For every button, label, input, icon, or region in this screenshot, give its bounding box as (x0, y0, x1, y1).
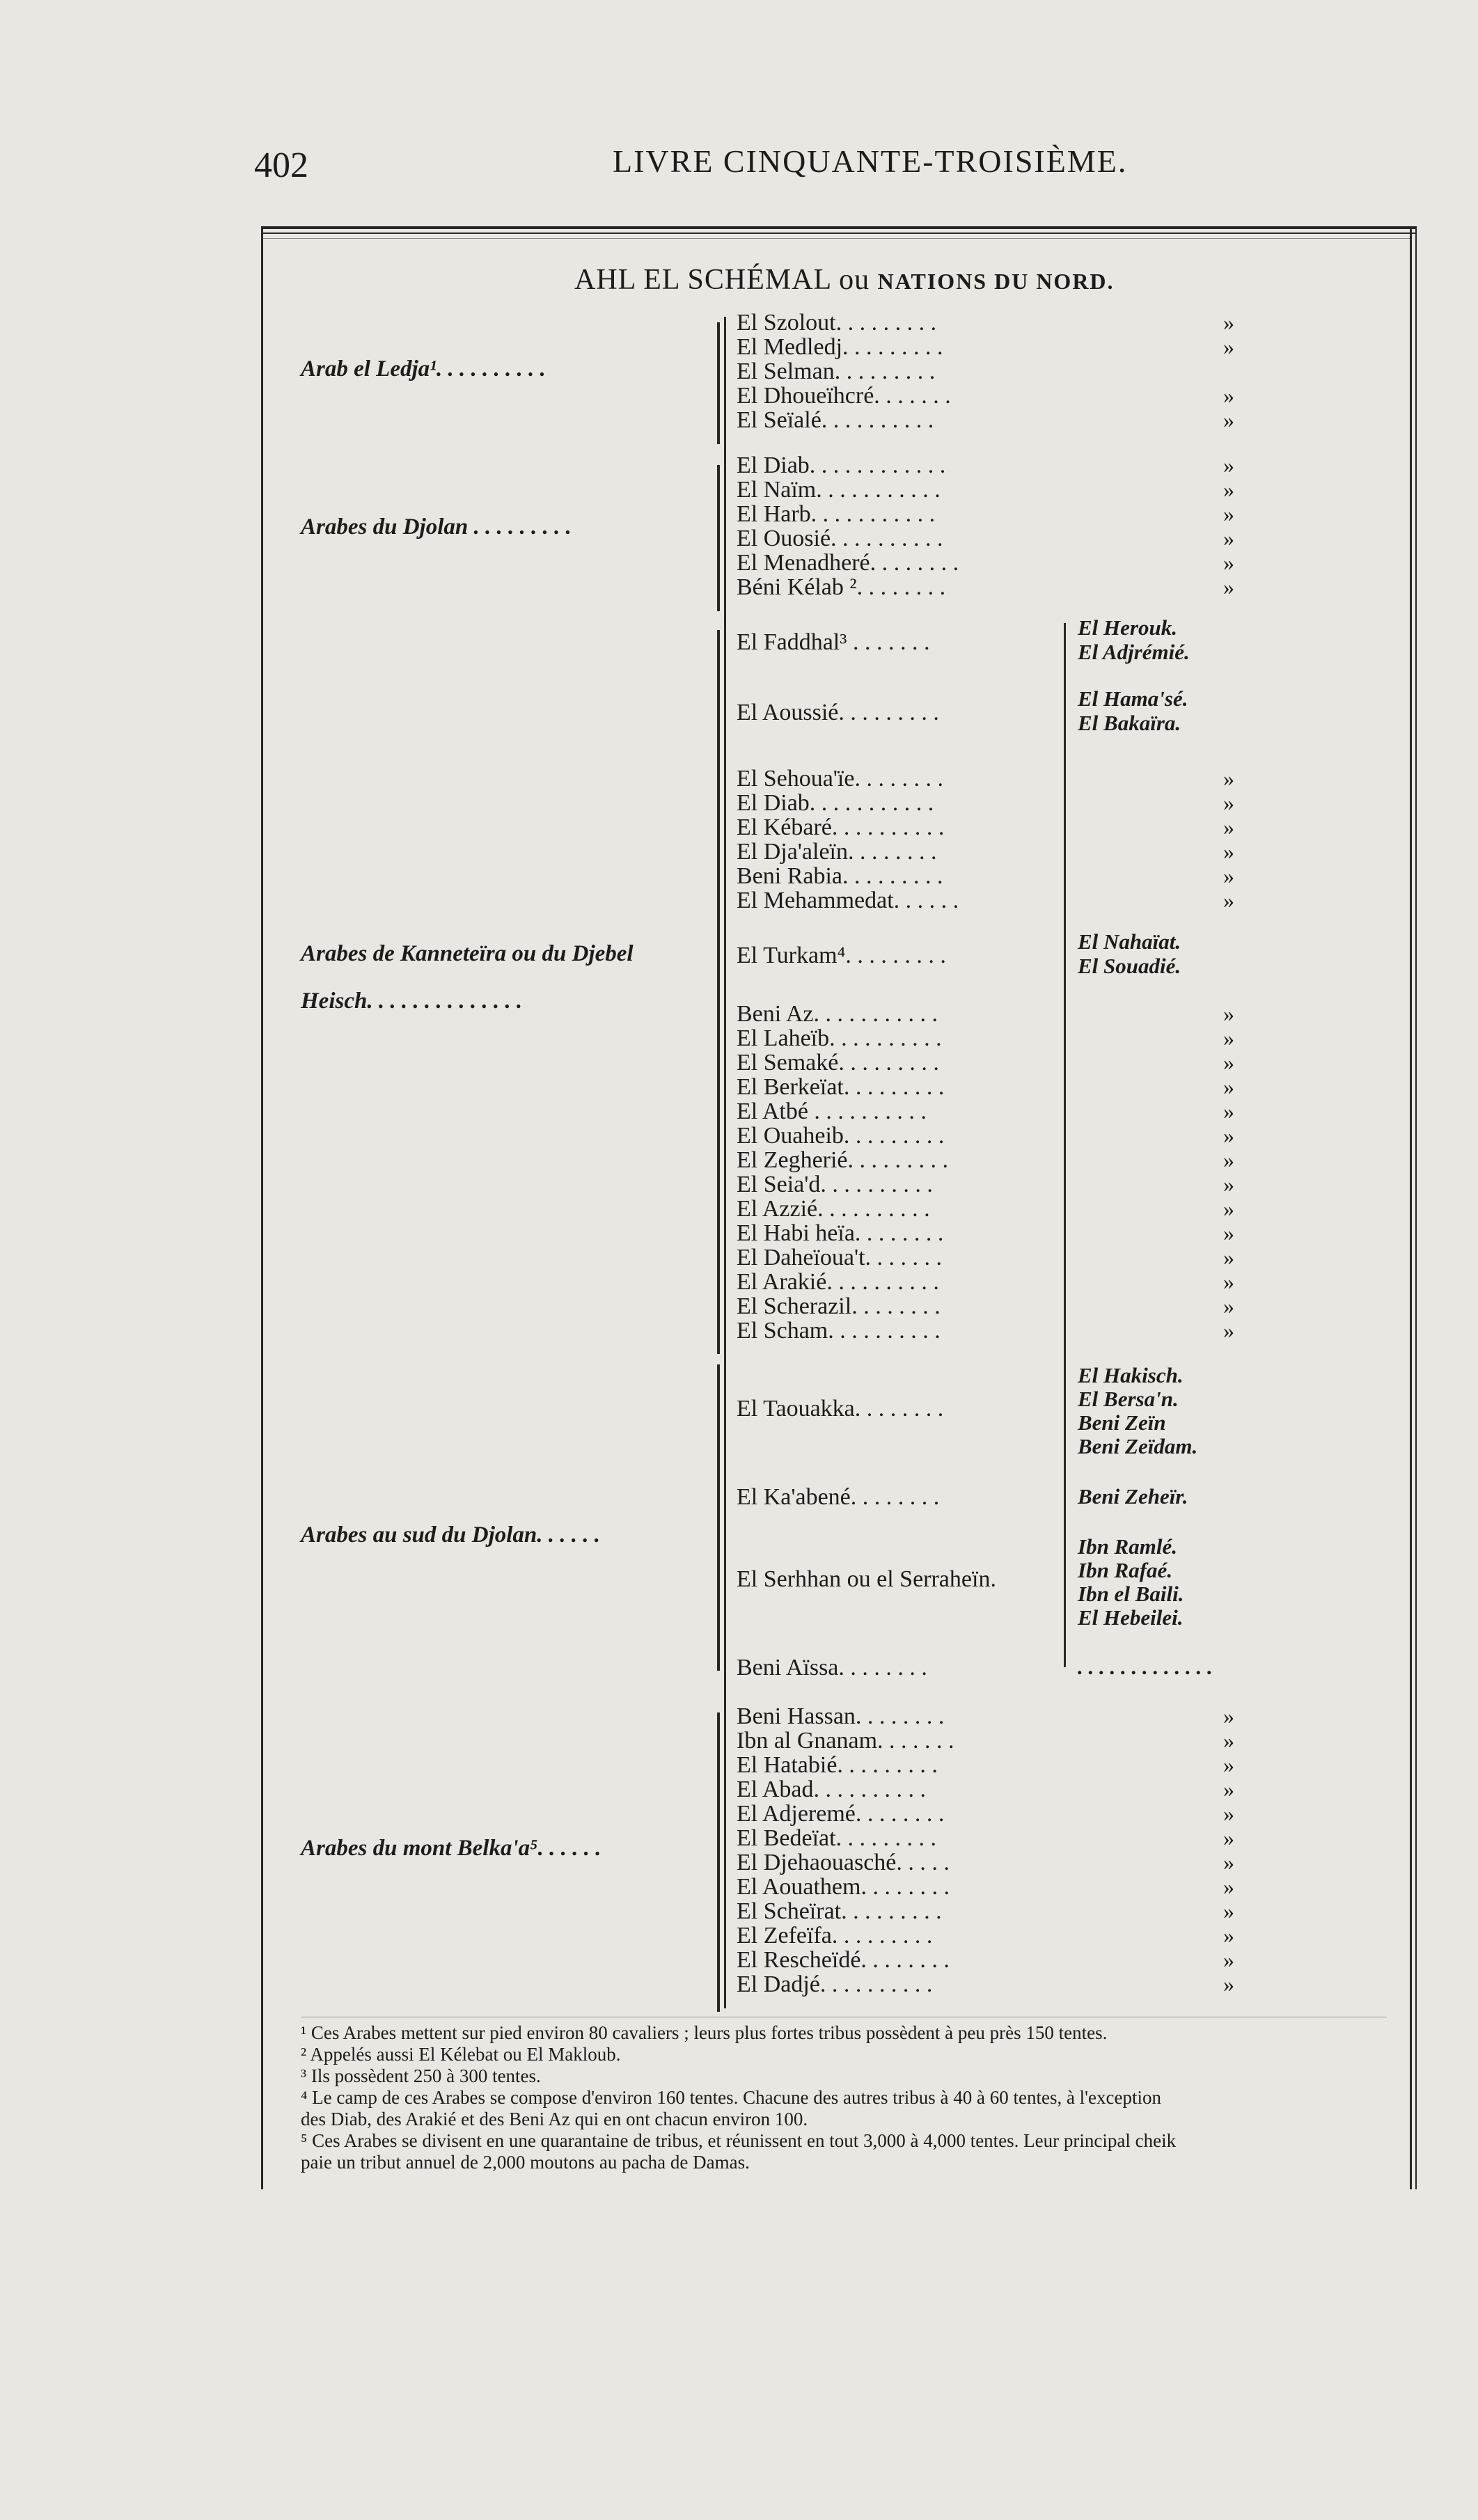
ditto-mark: » (1223, 1196, 1234, 1221)
right-frame-rule-outer (1415, 226, 1417, 2189)
title-rest: NATIONS DU NORD. (877, 269, 1115, 294)
footnote-line: ¹ Ces Arabes mettent sur pied environ 80 cavaliers ; leurs plus fortes tribus possèdent à peu près 150 tentes. (301, 2022, 1108, 2043)
ditto-mark: » (1223, 790, 1234, 815)
ditto-mark: » (1223, 1777, 1234, 1802)
brace-kanneteira (717, 630, 720, 1354)
ditto-mark: » (1223, 1172, 1234, 1197)
tribe-name: El Laheïb. . . . . . . . . . (737, 1025, 942, 1051)
group-name: Arabes de Kanneteïra ou du Djebel (301, 941, 634, 966)
page-number: 402 (254, 145, 308, 185)
subtribe-name: El Nahaïat. (1078, 929, 1181, 954)
tribe-name: El Diab. . . . . . . . . . . (737, 790, 934, 816)
footnote-line: des Diab, des Arakié et des Beni Az qui en ont chacun environ 100. (301, 2109, 808, 2129)
running-title: LIVRE CINQUANTE-TROISIÈME. (613, 143, 1128, 179)
ditto-mark: » (1223, 1025, 1234, 1050)
tribe-name: El Aouathem. . . . . . . . (737, 1874, 950, 1900)
subtribe-name: El Hebeilei. (1078, 1605, 1184, 1630)
tribe-name: Beni Aïssa. . . . . . . . (737, 1655, 927, 1680)
ditto-mark: » (1223, 1728, 1234, 1753)
ditto-mark: » (1223, 383, 1234, 408)
ditto-mark: » (1223, 526, 1234, 551)
tribe-name: El Zegherié. . . . . . . . . (737, 1147, 949, 1173)
subtribe-name: Ibn Rafaé. (1078, 1558, 1173, 1582)
brace-sud-djolan (717, 1364, 720, 1671)
tribe-name: El Adjeremé. . . . . . . . (737, 1801, 945, 1827)
ditto-mark: » (1223, 1318, 1234, 1343)
tribe-name: El Taouakka. . . . . . . . (737, 1396, 944, 1422)
ditto-mark: » (1223, 863, 1234, 888)
tribe-name: El Rescheïdé. . . . . . . . (737, 1947, 950, 1973)
tribe-name: El Scherazil. . . . . . . . (737, 1293, 941, 1319)
subtribe-column-rule (1064, 623, 1066, 1667)
tribe-name: El Ka'abené. . . . . . . . (737, 1484, 940, 1510)
tribe-name: Béni Kélab ². . . . . . . . (737, 574, 946, 600)
group-name: Heisch. . . . . . . . . . . . . . (301, 989, 523, 1014)
tribe-name: El Atbé . . . . . . . . . . (737, 1098, 927, 1124)
tribe-name: El Ouaheib. . . . . . . . . (737, 1123, 945, 1149)
title-main: AHL EL SCHÉMAL (574, 264, 831, 296)
footnote-line: ² Appelés aussi El Kélebat ou El Makloub. (301, 2044, 621, 2065)
tribe-name: Beni Hassan. . . . . . . . (737, 1703, 945, 1729)
title-underline (263, 238, 1410, 239)
left-frame-rule (261, 226, 263, 2189)
tribe-name: El Serhhan ou el Serraheïn. (737, 1566, 996, 1592)
tribe-name: El Turkam⁴. . . . . . . . . (737, 943, 946, 968)
tribe-name: El Dhoueïhcré. . . . . . . (737, 383, 951, 409)
ditto-mark: » (1223, 1703, 1234, 1728)
ditto-mark: » (1223, 550, 1234, 575)
tribe-name: El Medledj. . . . . . . . . (737, 334, 943, 360)
ditto-mark: » (1223, 1123, 1234, 1148)
ditto-mark: » (1223, 477, 1234, 502)
tribe-name: El Kébaré. . . . . . . . . . (737, 814, 945, 840)
tribe-name: El Berkeïat. . . . . . . . . (737, 1074, 945, 1100)
tribe-column-rule (724, 317, 726, 2008)
brace-belka (717, 1712, 720, 2012)
ditto-mark: » (1223, 1245, 1234, 1270)
ditto-mark: » (1223, 839, 1234, 864)
tribe-name: El Seia'd. . . . . . . . . . (737, 1172, 933, 1197)
ditto-mark: » (1223, 1147, 1234, 1172)
tribe-name: El Bedeïat. . . . . . . . . (737, 1825, 937, 1851)
ditto-mark: » (1223, 1874, 1234, 1899)
tribe-name: El Semaké. . . . . . . . . (737, 1050, 939, 1076)
subtribe-name: El Souadié. (1078, 954, 1181, 978)
top-rule (261, 226, 1415, 229)
tribe-name: El Djehaouasché. . . . . (737, 1850, 950, 1875)
tribe-name: El Arakié. . . . . . . . . . (737, 1269, 939, 1295)
brace-djolan (717, 465, 720, 611)
subtribe-name: Ibn Ramlé. (1078, 1534, 1177, 1559)
ditto-mark: » (1223, 1850, 1234, 1875)
tribe-name: El Menadheré. . . . . . . . (737, 550, 959, 576)
group-name: Arabes au sud du Djolan. . . . . . (301, 1522, 601, 1548)
tribe-name: El Azzié. . . . . . . . . . (737, 1196, 930, 1222)
ditto-mark: » (1223, 1098, 1234, 1124)
ditto-mark: » (1223, 1220, 1234, 1245)
footnote-line: ³ Ils possèdent 250 à 300 tentes. (301, 2065, 541, 2086)
subtribe-name: Beni Zeïn (1078, 1410, 1166, 1435)
top-rule-thin (261, 233, 1415, 234)
footnote-line: ⁴ Le camp de ces Arabes se compose d'environ 160 tentes. Chacune des autres tribus à 40 à 60 tentes, à l'exception (301, 2087, 1162, 2108)
tribe-name: El Faddhal³ . . . . . . . (737, 629, 930, 655)
ditto-mark: » (1223, 888, 1234, 913)
tribe-name: El Scheïrat. . . . . . . . . (737, 1898, 942, 1924)
ditto-mark: » (1223, 452, 1234, 478)
tribe-name: El Szolout. . . . . . . . . (737, 310, 937, 336)
tribe-name: El Seïalé. . . . . . . . . . (737, 407, 934, 433)
ditto-mark: » (1223, 1050, 1234, 1075)
subtribe-name: Beni Zeheïr. (1078, 1484, 1188, 1509)
table-title (574, 263, 1115, 297)
tribe-name: El Mehammedat. . . . . . (737, 888, 959, 913)
ditto-mark: » (1223, 334, 1234, 359)
subtribe-name: Ibn el Baili. (1078, 1582, 1184, 1606)
ditto-mark: » (1223, 1947, 1234, 1972)
tribe-name: El Diab. . . . . . . . . . . . (737, 452, 946, 478)
tribe-name: El Harb. . . . . . . . . . . (737, 501, 936, 527)
ditto-mark: » (1223, 501, 1234, 526)
subtribe-name: El Adjrémié. (1078, 640, 1190, 664)
title-ou: ou (839, 264, 870, 296)
subtribe-name: El Herouk. (1078, 615, 1177, 640)
ditto-mark: » (1223, 1001, 1234, 1026)
tribe-name: Beni Az. . . . . . . . . . . (737, 1001, 938, 1027)
group-name: Arab el Ledja¹. . . . . . . . . . (301, 356, 546, 381)
ditto-mark: » (1223, 814, 1234, 840)
ditto-mark: » (1223, 1898, 1234, 1923)
subtribe-name: El Hama'sé. (1078, 686, 1188, 711)
ditto-mark: » (1223, 1801, 1234, 1826)
ditto-mark: » (1223, 1074, 1234, 1099)
subtribe-name: Beni Zeïdam. (1078, 1434, 1198, 1458)
subtribe-name: El Bakaïra. (1078, 711, 1181, 735)
ditto-mark: » (1223, 766, 1234, 791)
footnote-line: ⁵ Ces Arabes se divisent en une quarantaine de tribus, et réunissent en tout 3,000 à 4,000 tentes. Leur principal cheik (301, 2130, 1177, 2151)
group-name: Arabes du mont Belka'a⁵. . . . . . (301, 1836, 602, 1861)
ditto-mark: » (1223, 407, 1234, 432)
ditto-mark: » (1223, 1923, 1234, 1948)
tribe-name: El Dja'aleïn. . . . . . . . (737, 839, 937, 865)
tribe-name: El Abad. . . . . . . . . . (737, 1777, 926, 1802)
tribe-name: El Hatabié. . . . . . . . . (737, 1752, 938, 1778)
ditto-mark: » (1223, 1825, 1234, 1850)
tribe-name: El Ouosié. . . . . . . . . . (737, 526, 943, 551)
tribe-name: El Daheïoua't. . . . . . . (737, 1245, 943, 1270)
tribe-name: El Aoussié. . . . . . . . . (737, 700, 939, 725)
ditto-mark: » (1223, 1293, 1234, 1318)
group-name: Arabes du Djolan . . . . . . . . . (301, 514, 572, 540)
tribe-name: El Habi heïa. . . . . . . . (737, 1220, 944, 1246)
ditto-mark: » (1223, 1269, 1234, 1294)
subtribe-name: El Hakisch. (1078, 1363, 1184, 1387)
brace-ledja (717, 322, 720, 444)
tribe-name: Ibn al Gnanam. . . . . . . (737, 1728, 954, 1754)
ditto-mark: » (1223, 310, 1234, 335)
ditto-mark: » (1223, 1752, 1234, 1777)
tribe-name: El Selman. . . . . . . . . (737, 359, 936, 384)
ditto-mark: » (1223, 574, 1234, 599)
tribe-name: El Dadjé. . . . . . . . . . (737, 1971, 933, 1997)
tribe-name: El Sehoua'ïe. . . . . . . . (737, 766, 943, 792)
tribe-name: El Zefeïfa. . . . . . . . . (737, 1923, 933, 1948)
ditto-mark: » (1223, 1971, 1234, 1997)
footnote-line: paie un tribut annuel de 2,000 moutons au pacha de Damas. (301, 2152, 750, 2173)
right-frame-rule (1410, 226, 1412, 2189)
subtribe-name: . . . . . . . . . . . . . (1078, 1655, 1213, 1679)
tribe-name: El Naïm. . . . . . . . . . . (737, 477, 941, 503)
tribe-name: El Scham. . . . . . . . . . (737, 1318, 941, 1344)
subtribe-name: El Bersa'n. (1078, 1387, 1179, 1411)
tribe-name: Beni Rabia. . . . . . . . . (737, 863, 943, 889)
